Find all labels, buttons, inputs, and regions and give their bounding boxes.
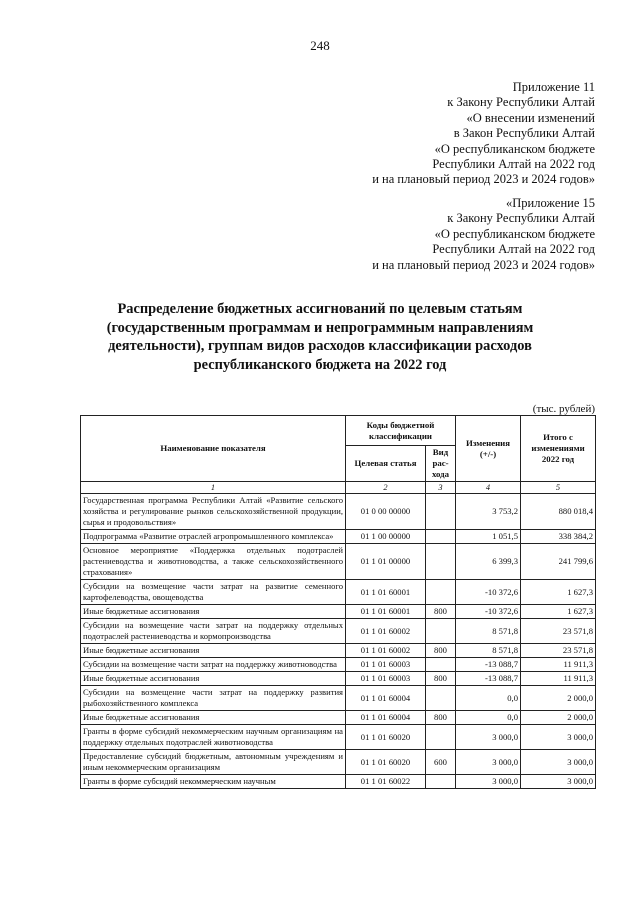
row-target-article: 01 1 01 60004 bbox=[346, 711, 426, 725]
row-change: -13 088,7 bbox=[456, 672, 521, 686]
row-target-article: 01 1 01 60022 bbox=[346, 775, 426, 789]
appendix-line: и на плановый период 2023 и 2024 годов» bbox=[372, 257, 595, 272]
row-total: 11 911,3 bbox=[521, 672, 596, 686]
header-codes-group: Коды бюджетной классификации bbox=[346, 416, 456, 446]
table-row bbox=[81, 619, 596, 644]
row-target-article: 01 1 00 00000 bbox=[346, 530, 426, 544]
appendix-line: «Приложение 15 bbox=[506, 196, 595, 210]
header-target-article: Целевая статья bbox=[346, 446, 426, 482]
row-target-article: 01 1 01 00000 bbox=[346, 544, 426, 580]
header-total: Итого с изменениями 2022 год bbox=[521, 416, 596, 482]
table-row bbox=[81, 750, 596, 775]
column-number: 2 bbox=[346, 482, 426, 494]
header-expense-type: Вид рас-хода bbox=[426, 446, 456, 482]
table-row bbox=[81, 605, 596, 619]
table-row bbox=[81, 775, 596, 789]
appendix-current bbox=[372, 80, 595, 188]
row-expense-type: 600 bbox=[426, 750, 456, 775]
row-total: 11 911,3 bbox=[521, 658, 596, 672]
row-total: 338 384,2 bbox=[521, 530, 596, 544]
appendix-line: «О республиканском бюджете bbox=[434, 141, 595, 156]
row-target-article: 01 1 01 60004 bbox=[346, 686, 426, 711]
row-target-article: 01 1 01 60001 bbox=[346, 580, 426, 605]
row-total: 241 799,6 bbox=[521, 544, 596, 580]
table-row bbox=[81, 580, 596, 605]
row-name: Субсидии на возмещение части затрат на поддержку отдельных подотраслей растениеводства и кормопроизводства bbox=[81, 619, 346, 644]
row-expense-type: 800 bbox=[426, 644, 456, 658]
row-expense-type bbox=[426, 658, 456, 672]
row-expense-type bbox=[426, 530, 456, 544]
row-change: 3 000,0 bbox=[456, 725, 521, 750]
header-name: Наименование показателя bbox=[81, 416, 346, 482]
row-name: Субсидии на возмещение части затрат на поддержку развития рыбохозяйственного комплекса bbox=[81, 686, 346, 711]
row-target-article: 01 1 01 60003 bbox=[346, 672, 426, 686]
document-title: Распределение бюджетных ассигнований по целевым статьям (государственным программам и непрограммным направлениям деятельности), группам видов расходов классификации расходов республиканского бюджета на 2022 год bbox=[106, 301, 534, 373]
units-label: (тыс. рублей) bbox=[532, 403, 595, 415]
row-expense-type bbox=[426, 725, 456, 750]
row-total: 880 018,4 bbox=[521, 494, 596, 530]
appendix-line: «О республиканском бюджете bbox=[434, 226, 595, 241]
row-change: 0,0 bbox=[456, 686, 521, 711]
row-name: Субсидии на возмещение части затрат на поддержку животноводства bbox=[81, 658, 346, 672]
row-change: 0,0 bbox=[456, 711, 521, 725]
appendix-line: к Закону Республики Алтай bbox=[447, 211, 595, 226]
row-total: 2 000,0 bbox=[521, 711, 596, 725]
row-total: 2 000,0 bbox=[521, 686, 596, 711]
table-row bbox=[81, 658, 596, 672]
row-name: Государственная программа Республики Алтай «Развитие сельского хозяйства и регулирование рынков сельскохозяйственной продукции, сырья и продовольствия» bbox=[81, 494, 346, 530]
table-row bbox=[81, 544, 596, 580]
column-numbers-row bbox=[81, 482, 596, 494]
column-number: 4 bbox=[456, 482, 521, 494]
row-change: 8 571,8 bbox=[456, 619, 521, 644]
column-number: 1 bbox=[81, 482, 346, 494]
appendix-line: Приложение 11 bbox=[512, 80, 595, 94]
row-total: 23 571,8 bbox=[521, 644, 596, 658]
row-expense-type bbox=[426, 580, 456, 605]
appendix-line: и на плановый период 2023 и 2024 годов» bbox=[372, 172, 595, 187]
row-change: -10 372,6 bbox=[456, 580, 521, 605]
row-change: 1 051,5 bbox=[456, 530, 521, 544]
row-total: 1 627,3 bbox=[521, 580, 596, 605]
appendix-line: к Закону Республики Алтай bbox=[447, 95, 595, 110]
row-expense-type: 800 bbox=[426, 711, 456, 725]
column-number: 3 bbox=[426, 482, 456, 494]
row-name: Основное мероприятие «Поддержка отдельных подотраслей растениеводства и животноводства, а также сельскохозяйственного страхования» bbox=[81, 544, 346, 580]
row-name: Иные бюджетные ассигнования bbox=[81, 605, 346, 619]
table-row bbox=[81, 494, 596, 530]
row-name: Гранты в форме субсидий некоммерческим научным организациям на поддержку отдельных подотраслей животноводства bbox=[81, 725, 346, 750]
appendix-line: «О внесении изменений bbox=[466, 110, 595, 125]
row-name: Гранты в форме субсидий некоммерческим научным bbox=[81, 775, 346, 789]
row-name: Подпрограмма «Развитие отраслей агропромышленного комплекса» bbox=[81, 530, 346, 544]
row-change: -10 372,6 bbox=[456, 605, 521, 619]
row-expense-type bbox=[426, 544, 456, 580]
appendix-line: Республики Алтай на 2022 год bbox=[432, 157, 595, 172]
row-total: 3 000,0 bbox=[521, 750, 596, 775]
row-change: 3 000,0 bbox=[456, 775, 521, 789]
table-row bbox=[81, 725, 596, 750]
row-total: 3 000,0 bbox=[521, 775, 596, 789]
row-expense-type bbox=[426, 619, 456, 644]
row-expense-type bbox=[426, 494, 456, 530]
row-target-article: 01 1 01 60003 bbox=[346, 658, 426, 672]
table-row bbox=[81, 530, 596, 544]
table-row bbox=[81, 672, 596, 686]
row-target-article: 01 0 00 00000 bbox=[346, 494, 426, 530]
appendix-original bbox=[372, 196, 595, 273]
header-changes: Изменения (+/-) bbox=[456, 416, 521, 482]
row-total: 1 627,3 bbox=[521, 605, 596, 619]
budget-table bbox=[80, 415, 596, 789]
row-target-article: 01 1 01 60020 bbox=[346, 750, 426, 775]
row-expense-type: 800 bbox=[426, 672, 456, 686]
row-total: 3 000,0 bbox=[521, 725, 596, 750]
row-target-article: 01 1 01 60002 bbox=[346, 619, 426, 644]
row-target-article: 01 1 01 60001 bbox=[346, 605, 426, 619]
row-name: Иные бюджетные ассигнования bbox=[81, 672, 346, 686]
page-number: 248 bbox=[310, 38, 330, 53]
row-name: Предоставление субсидий бюджетным, автономным учреждениям и иным некоммерческим организациям bbox=[81, 750, 346, 775]
row-expense-type bbox=[426, 686, 456, 711]
appendix-line: Республики Алтай на 2022 год bbox=[432, 242, 595, 257]
table-row bbox=[81, 644, 596, 658]
row-target-article: 01 1 01 60020 bbox=[346, 725, 426, 750]
appendix-line: в Закон Республики Алтай bbox=[453, 126, 595, 141]
table-row bbox=[81, 686, 596, 711]
row-change: 6 399,3 bbox=[456, 544, 521, 580]
row-total: 23 571,8 bbox=[521, 619, 596, 644]
row-change: 3 000,0 bbox=[456, 750, 521, 775]
row-change: 3 753,2 bbox=[456, 494, 521, 530]
row-expense-type bbox=[426, 775, 456, 789]
row-name: Иные бюджетные ассигнования bbox=[81, 644, 346, 658]
row-name: Иные бюджетные ассигнования bbox=[81, 711, 346, 725]
row-name: Субсидии на возмещение части затрат на развитие семенного картофелеводства, овощеводства bbox=[81, 580, 346, 605]
column-number: 5 bbox=[521, 482, 596, 494]
row-target-article: 01 1 01 60002 bbox=[346, 644, 426, 658]
row-expense-type: 800 bbox=[426, 605, 456, 619]
row-change: -13 088,7 bbox=[456, 658, 521, 672]
table-row bbox=[81, 711, 596, 725]
row-change: 8 571,8 bbox=[456, 644, 521, 658]
